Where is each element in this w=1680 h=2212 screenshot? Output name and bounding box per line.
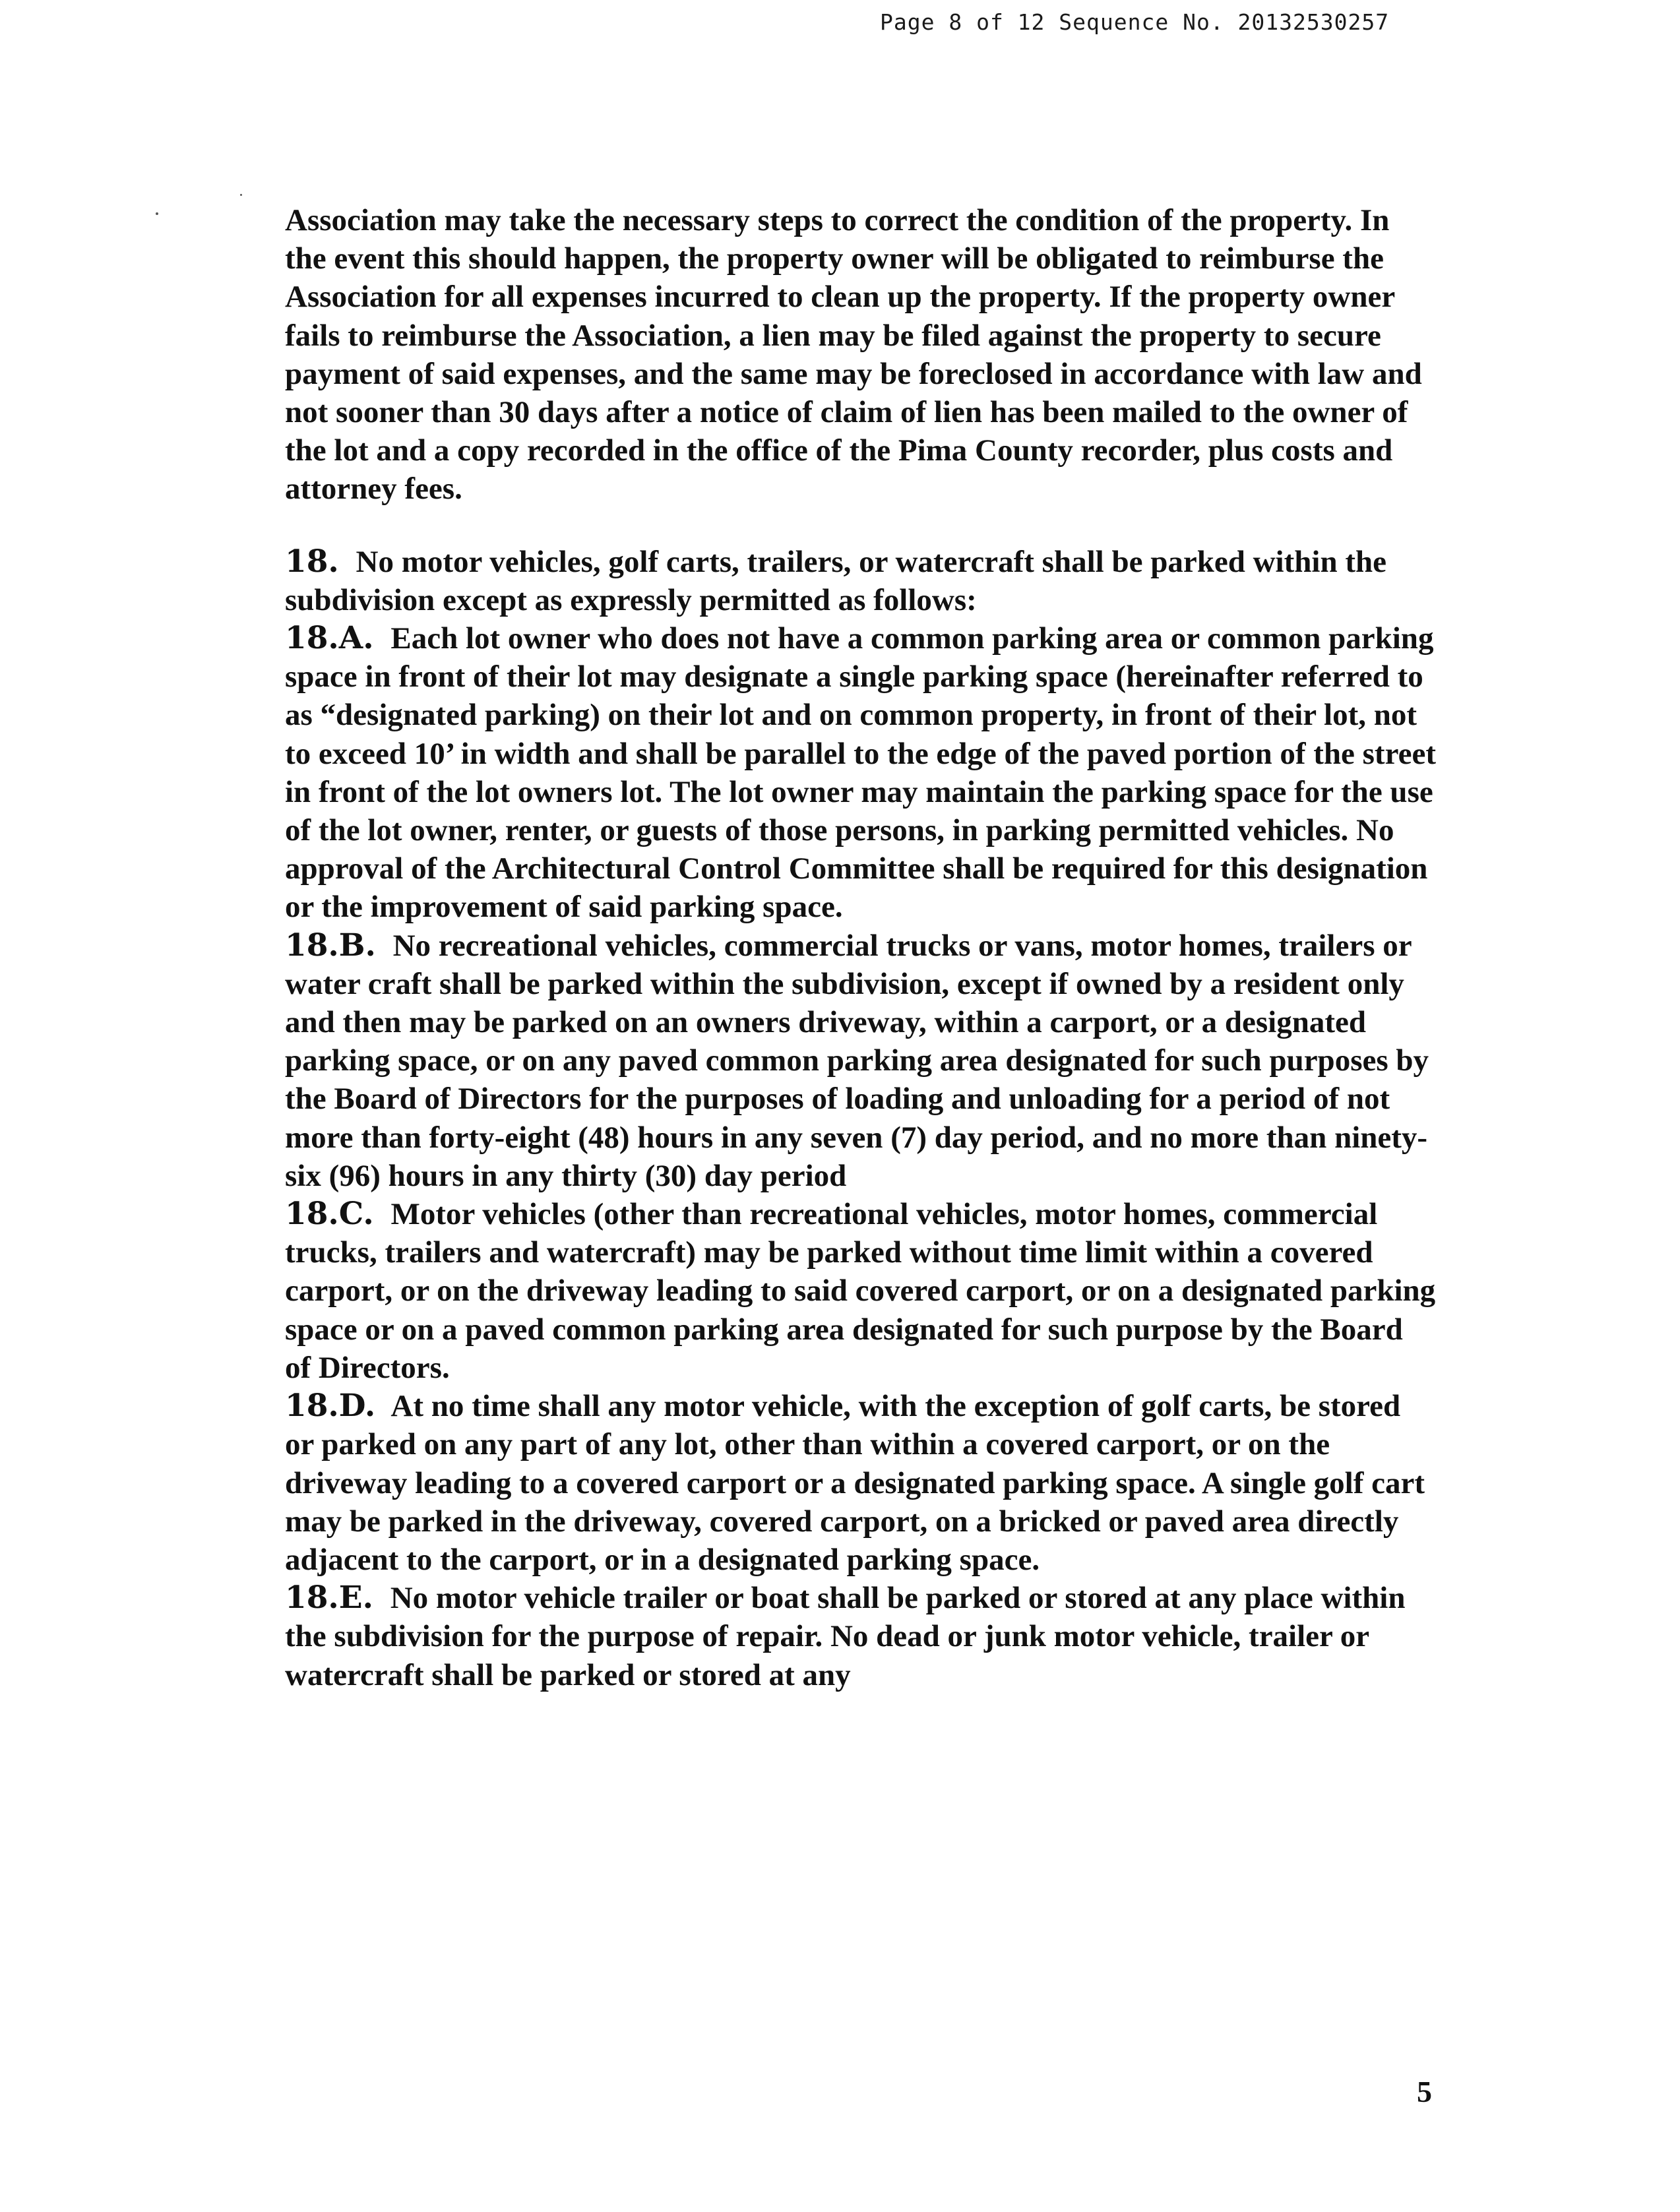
section-18 <box>285 543 1436 619</box>
section-18c <box>285 1195 1436 1387</box>
paragraph-gap <box>285 508 1436 543</box>
section-text: No motor vehicles, golf carts, trailers, or watercraft shall be parked within the subdivision except as expressly permitted as follows: <box>285 544 1387 617</box>
section-number: 18.E. <box>285 1580 373 1616</box>
page-header: Page 8 of 12 Sequence No. 20132530257 <box>880 9 1390 35</box>
section-number: 18.B. <box>285 927 376 964</box>
section-number: 18. <box>285 543 339 580</box>
section-text: Motor vehicles (other than recreational vehicles, motor homes, commercial trucks, trailers and watercraft) may be parked without time limit within a covered carport, or on the driveway leading to said covered carport, or on a designated parking space or on a paved common parking area designated for such purpose by the Board of Directors. <box>285 1197 1436 1385</box>
section-text: Each lot owner who does not have a common parking area or common parking space in front of their lot may designate a single parking space (hereinafter referred to as “designated parking) on their lot and on common property, in front of their lot, not to exceed 10’ in width and shall be parallel to the edge of the paved portion of the street in front of the lot owners lot. The lot owner may maintain the parking space for the use of the lot owner, renter, or guests of those persons, in parking permitted vehicles. No approval of the Architectural Control Committee shall be required for this designation or the improvement of said parking space. <box>285 621 1436 925</box>
section-18d <box>285 1387 1436 1579</box>
document-body <box>285 201 1436 1694</box>
section-text: No motor vehicle trailer or boat shall be parked or stored at any place within the subdivision for the purpose of repair. No dead or junk motor vehicle, trailer or watercraft shall be parked or stored at any <box>285 1581 1406 1692</box>
section-18e <box>285 1579 1436 1694</box>
section-text: At no time shall any motor vehicle, with the exception of golf carts, be stored or parked on any part of any lot, other than within a covered carport, or on the driveway leading to a covered carport or a designated parking space. A single golf cart may be parked in the driveway, covered carport, on a bricked or paved area directly adjacent to the carport, or in a designated parking space. <box>285 1389 1425 1577</box>
page-number: 5 <box>1417 2075 1432 2108</box>
paragraph-continuation: Association may take the necessary steps to correct the condition of the property. In the event this should happen, the property owner will be obligated to reimburse the Association for all expenses incurred to clean up the property. If the property owner fails to reimburse the Association, a lien may be filed against the property to secure payment of said expenses, and the same may be foreclosed in accordance with law and not sooner than 30 days after a notice of claim of lien has been mailed to the owner of the lot and a copy recorded in the office of the Pima County recorder, plus costs and attorney fees. <box>285 203 1422 507</box>
section-number: 18.C. <box>285 1196 374 1233</box>
section-number: 18.D. <box>285 1388 376 1425</box>
scan-speck <box>240 194 242 196</box>
section-number: 18.A. <box>285 620 374 657</box>
section-text: No recreational vehicles, commercial trucks or vans, motor homes, trailers or water craft shall be parked within the subdivision, except if owned by a resident only and then may be parked on an owners driveway, within a carport, or a designated parking space, or on any paved common parking area designated for such purposes by the Board of Directors for the purposes of loading and unloading for a period of not more than forty-eight (48) hours in any seven (7) day period, and no more than ninety-six (96) hours in any thirty (30) day period <box>285 928 1429 1193</box>
section-18b <box>285 927 1436 1195</box>
scan-speck <box>156 212 158 215</box>
section-18a <box>285 619 1436 927</box>
